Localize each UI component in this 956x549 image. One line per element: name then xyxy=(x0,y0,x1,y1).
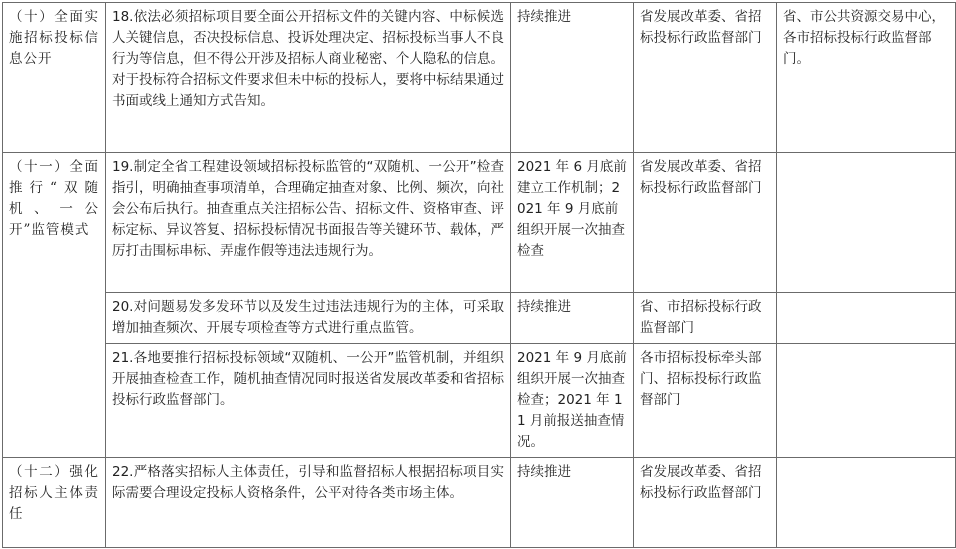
table-row xyxy=(3,458,956,548)
measure-cell: 22.严格落实招标人主体责任，引导和监督招标人根据招标项目实际需要合理设定投标人资格条件，公平对待各类市场主体。 xyxy=(106,458,511,548)
responsible-dept-cell xyxy=(777,344,956,458)
table-row xyxy=(3,3,956,153)
task-cell: （十）全面实施招标投标信息公开 xyxy=(3,3,106,153)
table-row xyxy=(3,153,956,293)
timeline-cell: 持续推进 xyxy=(511,293,634,344)
table-row xyxy=(3,344,956,458)
policy-table xyxy=(2,2,956,548)
timeline-cell: 持续推进 xyxy=(511,458,634,548)
measure-cell: 21.各地要推行招标投标领域“双随机、一公开”监管机制，并组织开展抽查检查工作，随机抽查情况同时报送省发展改革委和省招标投标行政监督部门。 xyxy=(106,344,511,458)
measure-cell: 18.依法必须招标项目要全面公开招标文件的关键内容、中标候选人关键信息，否决投标信息、投诉处理决定、招标投标当事人不良行为等信息，但不得公开涉及招标人商业秘密、个人隐私的信息。对于投标符合招标文件要求但未中标的投标人，要将中标结果通过书面或线上通知方式告知。 xyxy=(106,3,511,153)
lead-dept-cell: 各市招标投标牵头部门、招标投标行政监督部门 xyxy=(634,344,777,458)
task-cell: （十一）全面推行“双随机、一公开”监管模式 xyxy=(3,153,106,458)
lead-dept-cell: 省发展改革委、省招标投标行政监督部门 xyxy=(634,3,777,153)
responsible-dept-cell xyxy=(777,293,956,344)
responsible-dept-cell xyxy=(777,153,956,293)
measure-cell: 19.制定全省工程建设领域招标投标监管的“双随机、一公开”检查指引，明确抽查事项清单，合理确定抽查对象、比例、频次，向社会公布后执行。抽查重点关注招标公告、招标文件、资格审查、评标定标、异议答复、招标投标情况书面报告等关键环节、载体，严厉打击围标串标、弄虚作假等违法违规行为。 xyxy=(106,153,511,293)
task-cell: （十二）强化招标人主体责任 xyxy=(3,458,106,548)
measure-cell: 20.对问题易发多发环节以及发生过违法违规行为的主体，可采取增加抽查频次、开展专项检查等方式进行重点监管。 xyxy=(106,293,511,344)
timeline-cell: 2021 年 9 月底前组织开展一次抽查检查；2021 年 11 月前报送抽查情况。 xyxy=(511,344,634,458)
lead-dept-cell: 省发展改革委、省招标投标行政监督部门 xyxy=(634,153,777,293)
timeline-cell: 2021 年 6 月底前建立工作机制；2021 年 9 月底前组织开展一次抽查检查 xyxy=(511,153,634,293)
timeline-cell: 持续推进 xyxy=(511,3,634,153)
lead-dept-cell: 省、市招标投标行政监督部门 xyxy=(634,293,777,344)
responsible-dept-cell xyxy=(777,458,956,548)
table-row xyxy=(3,293,956,344)
lead-dept-cell: 省发展改革委、省招标投标行政监督部门 xyxy=(634,458,777,548)
responsible-dept-cell: 省、市公共资源交易中心，各市招标投标行政监督部门。 xyxy=(777,3,956,153)
